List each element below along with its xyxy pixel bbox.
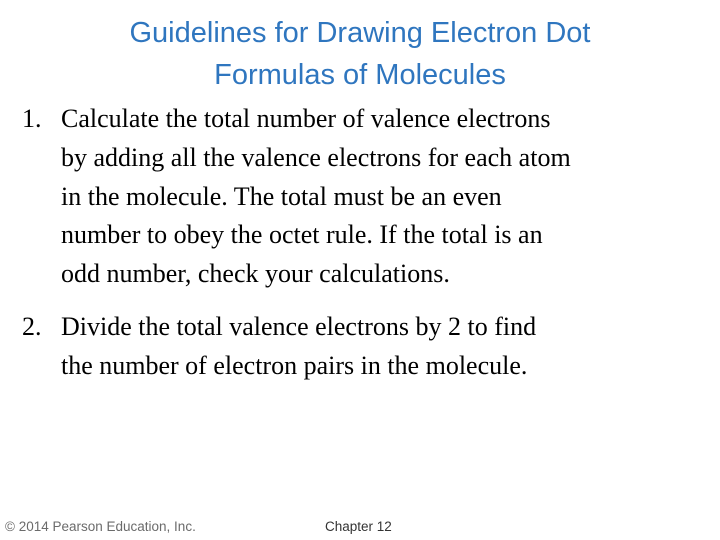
guideline-list	[22, 100, 702, 386]
guideline-text-line: odd number, check your calculations.	[61, 259, 450, 289]
slide-title-line-1: Guidelines for Drawing Electron Dot	[129, 17, 591, 49]
guideline-item-2	[22, 308, 702, 386]
guideline-text-line: Calculate the total number of valence electrons	[61, 104, 551, 133]
guideline-text-line: number to obey the octet rule. If the total is an	[61, 220, 543, 250]
copyright-footer: © 2014 Pearson Education, Inc.	[5, 519, 196, 534]
slide-title-line-2: Formulas of Molecules	[214, 59, 506, 91]
guideline-item-1	[22, 100, 702, 294]
guideline-text-line: by adding all the valence electrons for each atom	[61, 142, 571, 172]
guideline-text-line: the number of electron pairs in the molecule.	[61, 350, 528, 380]
guideline-number: 2.	[22, 311, 42, 341]
chapter-footer: Chapter 12	[325, 519, 392, 534]
guideline-text-line: in the molecule. The total must be an even	[61, 181, 502, 211]
guideline-number: 1.	[22, 104, 42, 133]
guideline-text-line: Divide the total valence electrons by 2 to find	[61, 311, 537, 341]
slide-title	[60, 12, 660, 96]
